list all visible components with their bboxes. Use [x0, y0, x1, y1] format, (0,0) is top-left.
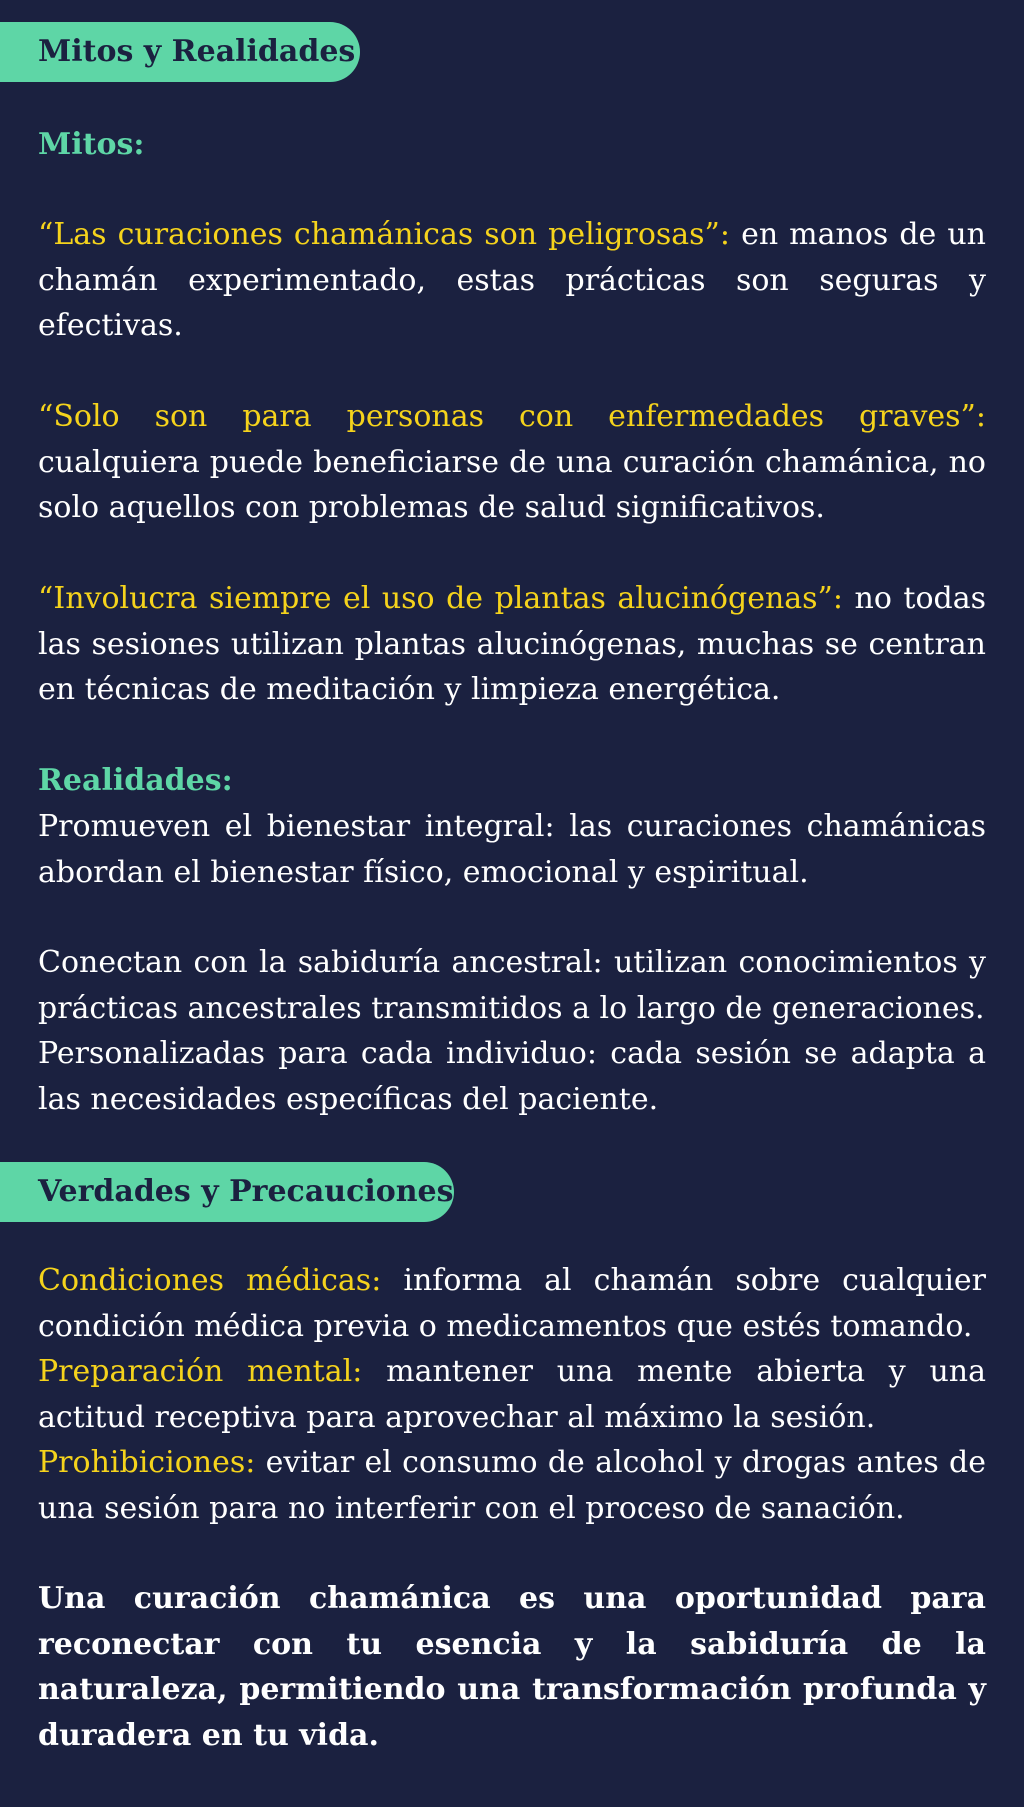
precaution-item: [38, 1440, 986, 1531]
myth-quote: “Involucra siempre el uso de plantas alucinógenas”:: [38, 581, 843, 616]
myth-text: no todas las sesiones utilizan plantas alucinógenas, muchas se centran en técnicas de meditación y limpieza energética.: [38, 581, 986, 707]
precaution-label: Prohibiciones:: [38, 1445, 256, 1480]
reality-item: [38, 1031, 986, 1122]
mitos-heading: Mitos:: [38, 127, 145, 162]
myth-text: en manos de un chamán experimentado, estas prácticas son seguras y efectivas.: [38, 217, 986, 343]
precaution-text: evitar el consumo de alcohol y drogas antes de una sesión para no interferir con el proceso de sanación.: [38, 1445, 986, 1526]
myth-item: [38, 394, 986, 531]
precaution-label: Condiciones médicas:: [38, 1263, 382, 1298]
reality-text: Personalizadas para cada individuo: cada sesión se adapta a las necesidades específicas del paciente.: [38, 1036, 986, 1117]
section-title-verdades-precauciones: Verdades y Precauciones: [0, 1162, 454, 1222]
reality-item: [38, 940, 986, 1031]
reality-text: Promueven el bienestar integral: las curaciones chamánicas abordan el bienestar físico, emocional y espiritual.: [38, 809, 986, 890]
closing-statement: Una curación chamánica es una oportunidad para reconectar con tu esencia y la sabiduría de la naturaleza, permitiendo una transformación profunda y duradera en tu vida.: [38, 1581, 986, 1753]
precaution-text: informa al chamán sobre cualquier condición médica previa o medicamentos que estés tomando.: [38, 1263, 987, 1344]
myth-text: cualquiera puede beneficiarse de una curación chamánica, no solo aquellos con problemas de salud significativos.: [38, 444, 986, 525]
precaution-label: Preparación mental:: [38, 1354, 363, 1389]
realidades-heading: Realidades:: [38, 763, 233, 798]
reality-item: [38, 804, 986, 895]
myth-item: [38, 576, 986, 713]
section-title-mitos-realidades: Mitos y Realidades: [0, 22, 360, 82]
reality-text: Conectan con la sabiduría ancestral: utilizan conocimientos y prácticas ancestrales transmitidos a lo largo de generaciones.: [38, 945, 986, 1026]
myth-quote: “Solo son para personas con enfermedades graves”:: [38, 399, 986, 434]
precaution-item: [38, 1258, 986, 1349]
precaution-text: mantener una mente abierta y una actitud receptiva para aprovechar al máximo la sesión.: [38, 1354, 987, 1435]
myth-item: [38, 212, 986, 349]
precaution-item: [38, 1349, 986, 1440]
myth-quote: “Las curaciones chamánicas son peligrosas”:: [38, 217, 731, 252]
